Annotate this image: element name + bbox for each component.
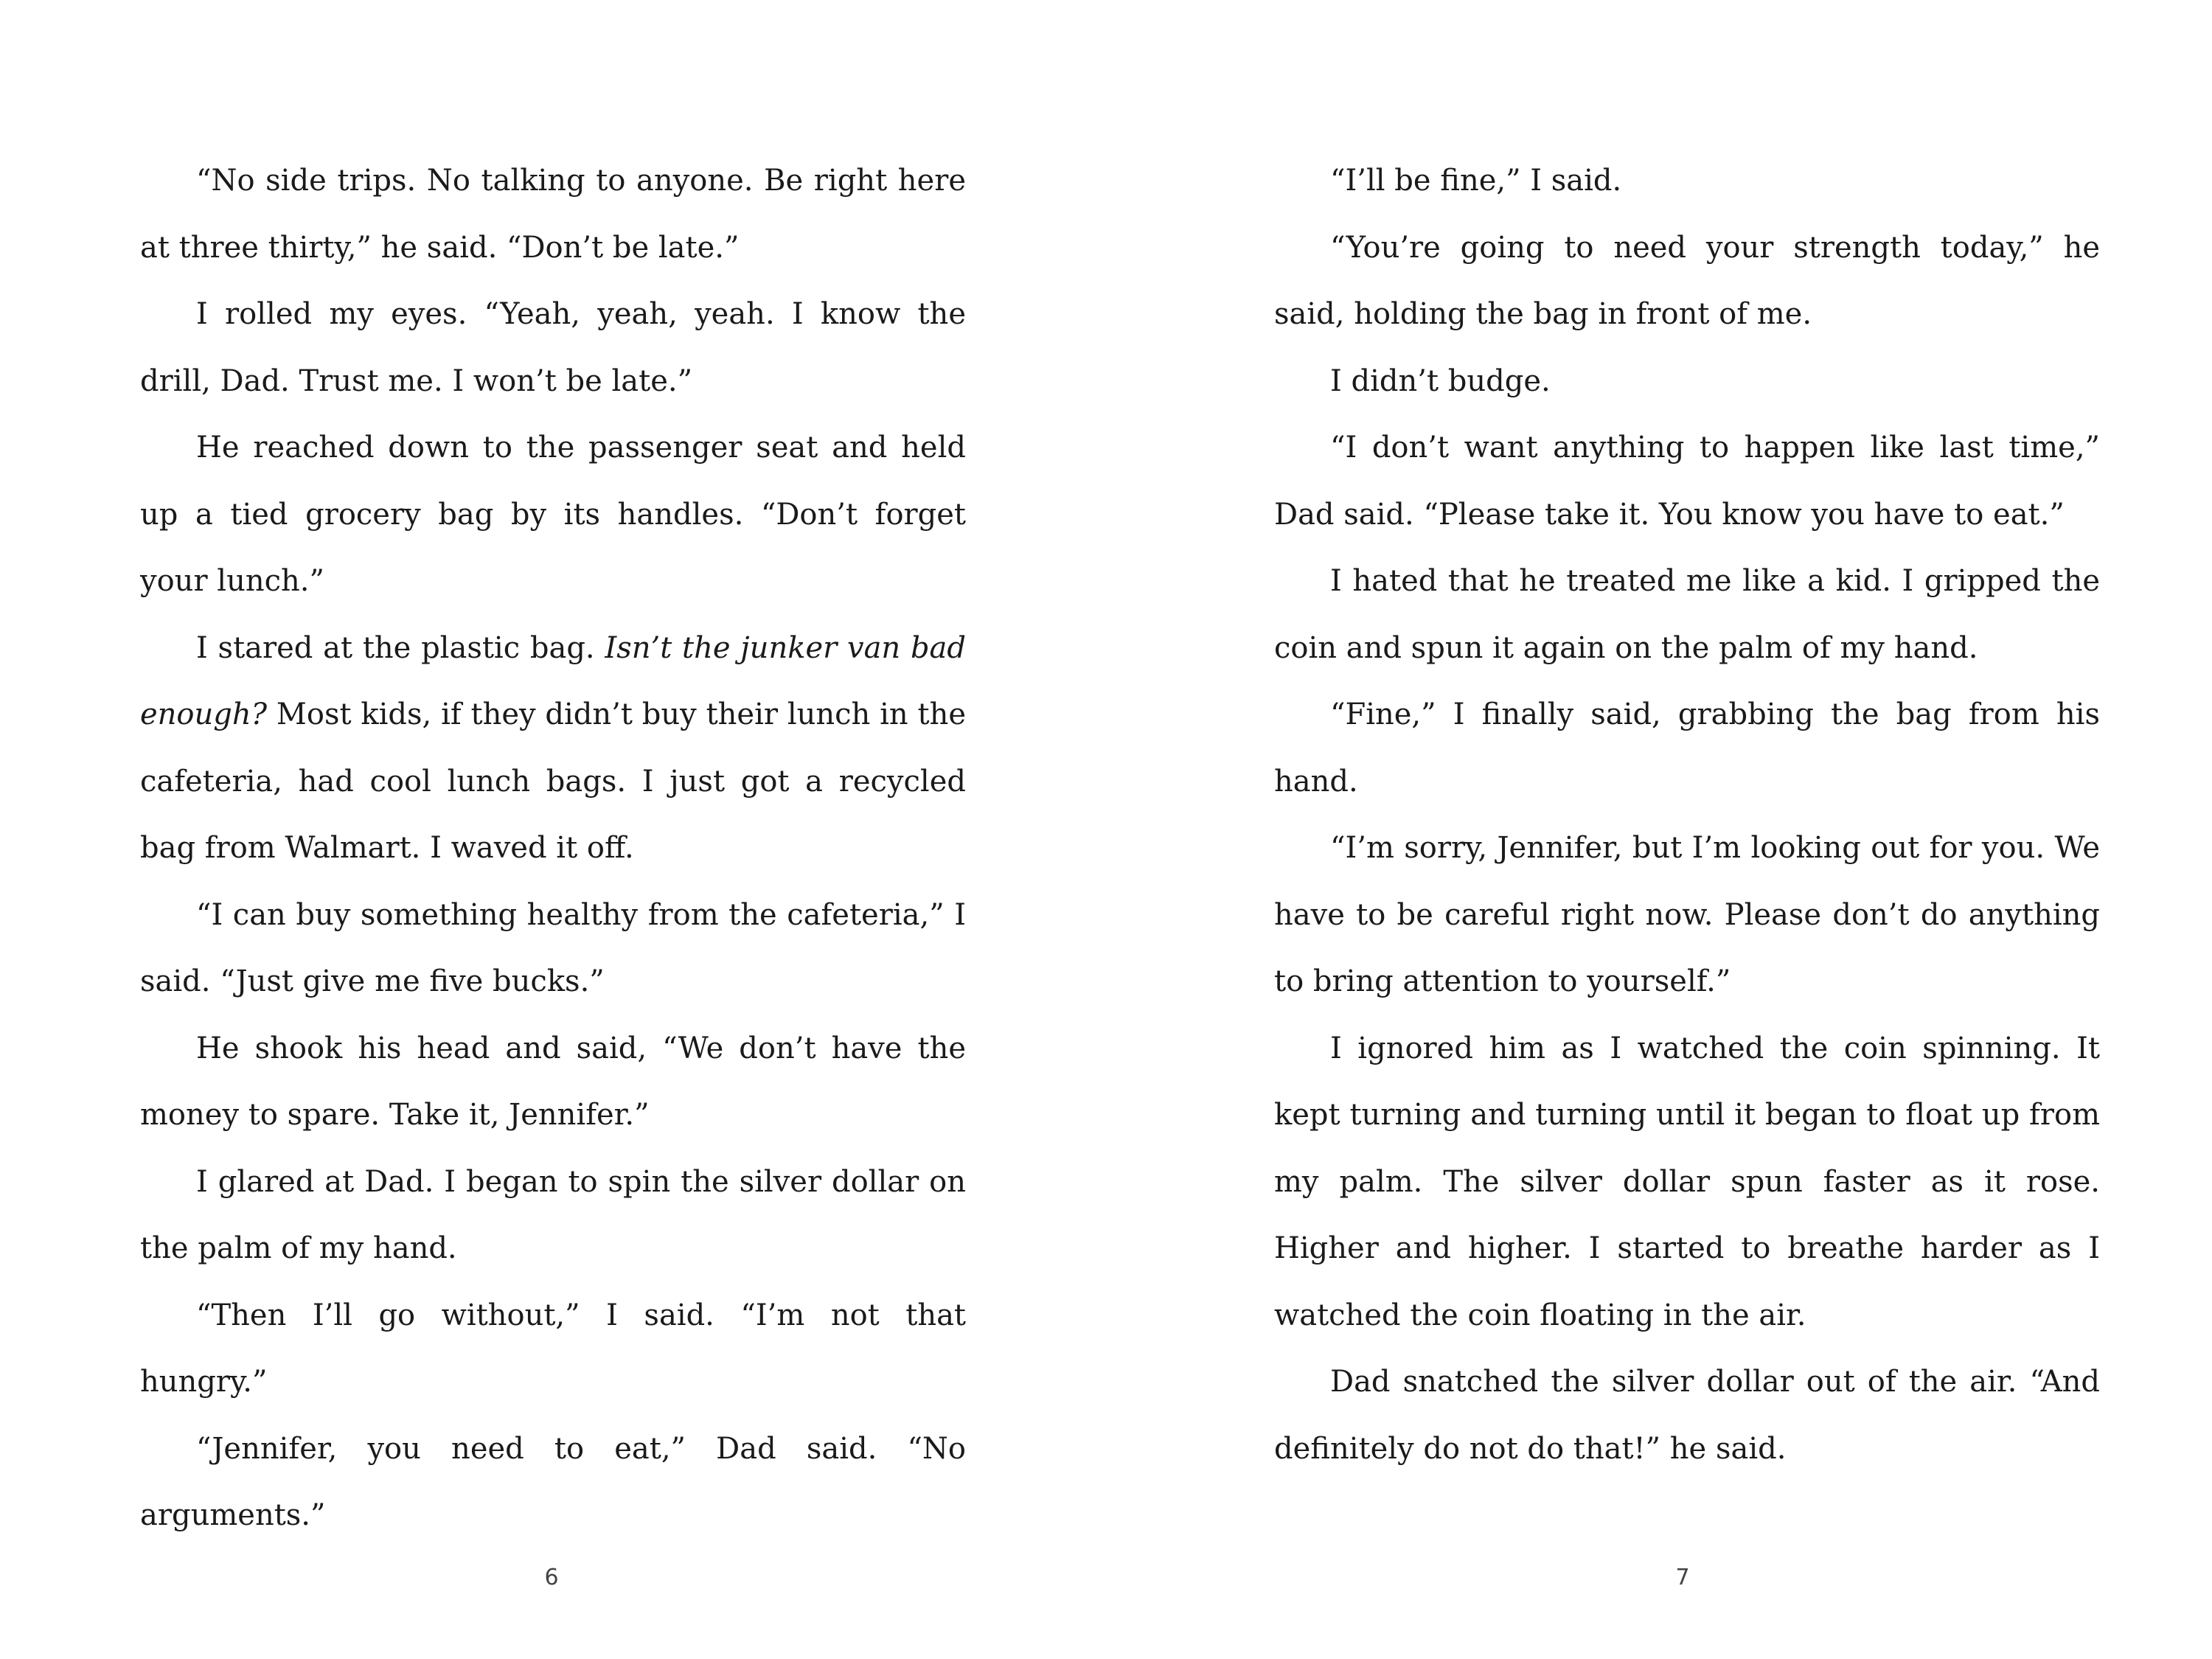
paragraph: I glared at Dad. I began to spin the silver dollar on the palm of my hand.	[140, 1164, 966, 1265]
paragraph: “Fine,” I finally said, grabbing the bag from his hand.	[1274, 698, 2100, 799]
paragraph: I ignored him as I watched the coin spinning. It kept turning and turning until it began to float up from my palm. The silver dollar spun faster as it rose. Higher and higher. I started to breathe harder as I watched the coin floating in the air.	[1274, 1031, 2100, 1332]
paragraph: “I don’t want anything to happen like last time,” Dad said. “Please take it. You know you have to eat.”	[1274, 431, 2100, 532]
paragraph: “I can buy something healthy from the cafeteria,” I said. “Just give me five bucks.”	[140, 897, 966, 998]
paragraph-text: Most kids, if they didn’t buy their lunch in the cafeteria, had cool lunch bags. I just got a recycled bag from Walmart. I waved it off.	[140, 698, 966, 865]
paragraph: Dad snatched the silver dollar out of the air. “And definitely do not do that!” he said.	[1274, 1365, 2100, 1466]
paragraph: “Then I’ll go without,” I said. “I’m not that hungry.”	[140, 1298, 966, 1399]
paragraph: I hated that he treated me like a kid. I gripped the coin and spun it again on the palm of my hand.	[1274, 564, 2100, 665]
right-page-text	[1274, 147, 2100, 1482]
paragraph: He shook his head and said, “We don’t have the money to spare. Take it, Jennifer.”	[140, 1031, 966, 1132]
paragraph: He reached down to the passenger seat and held up a tied grocery bag by its handles. “Don’t forget your lunch.”	[140, 431, 966, 598]
paragraph: “I’m sorry, Jennifer, but I’m looking out for you. We have to be careful right now. Please don’t do anything to bring attention to yourself.”	[1274, 831, 2100, 998]
paragraph: “No side trips. No talking to anyone. Be right here at three thirty,” he said. “Don’t be late.”	[140, 164, 966, 265]
left-page-text	[140, 147, 966, 1549]
page-number: 6	[544, 1565, 559, 1590]
paragraph: I rolled my eyes. “Yeah, yeah, yeah. I know the drill, Dad. Trust me. I won’t be late.”	[140, 297, 966, 398]
paragraph-text: I stared at the plastic bag.	[196, 630, 605, 665]
page-number: 7	[1675, 1565, 1690, 1590]
right-page	[1106, 0, 2212, 1659]
italic-thought: Isn’t the junker van bad enough?	[140, 630, 966, 731]
paragraph	[140, 615, 966, 882]
paragraph: I didn’t budge.	[1330, 364, 1551, 398]
paragraph: “I’ll be fine,” I said.	[1330, 164, 1622, 198]
paragraph: “Jennifer, you need to eat,” Dad said. “No arguments.”	[140, 1431, 966, 1532]
paragraph: “You’re going to need your strength today,” he said, holding the bag in front of me.	[1274, 230, 2100, 331]
